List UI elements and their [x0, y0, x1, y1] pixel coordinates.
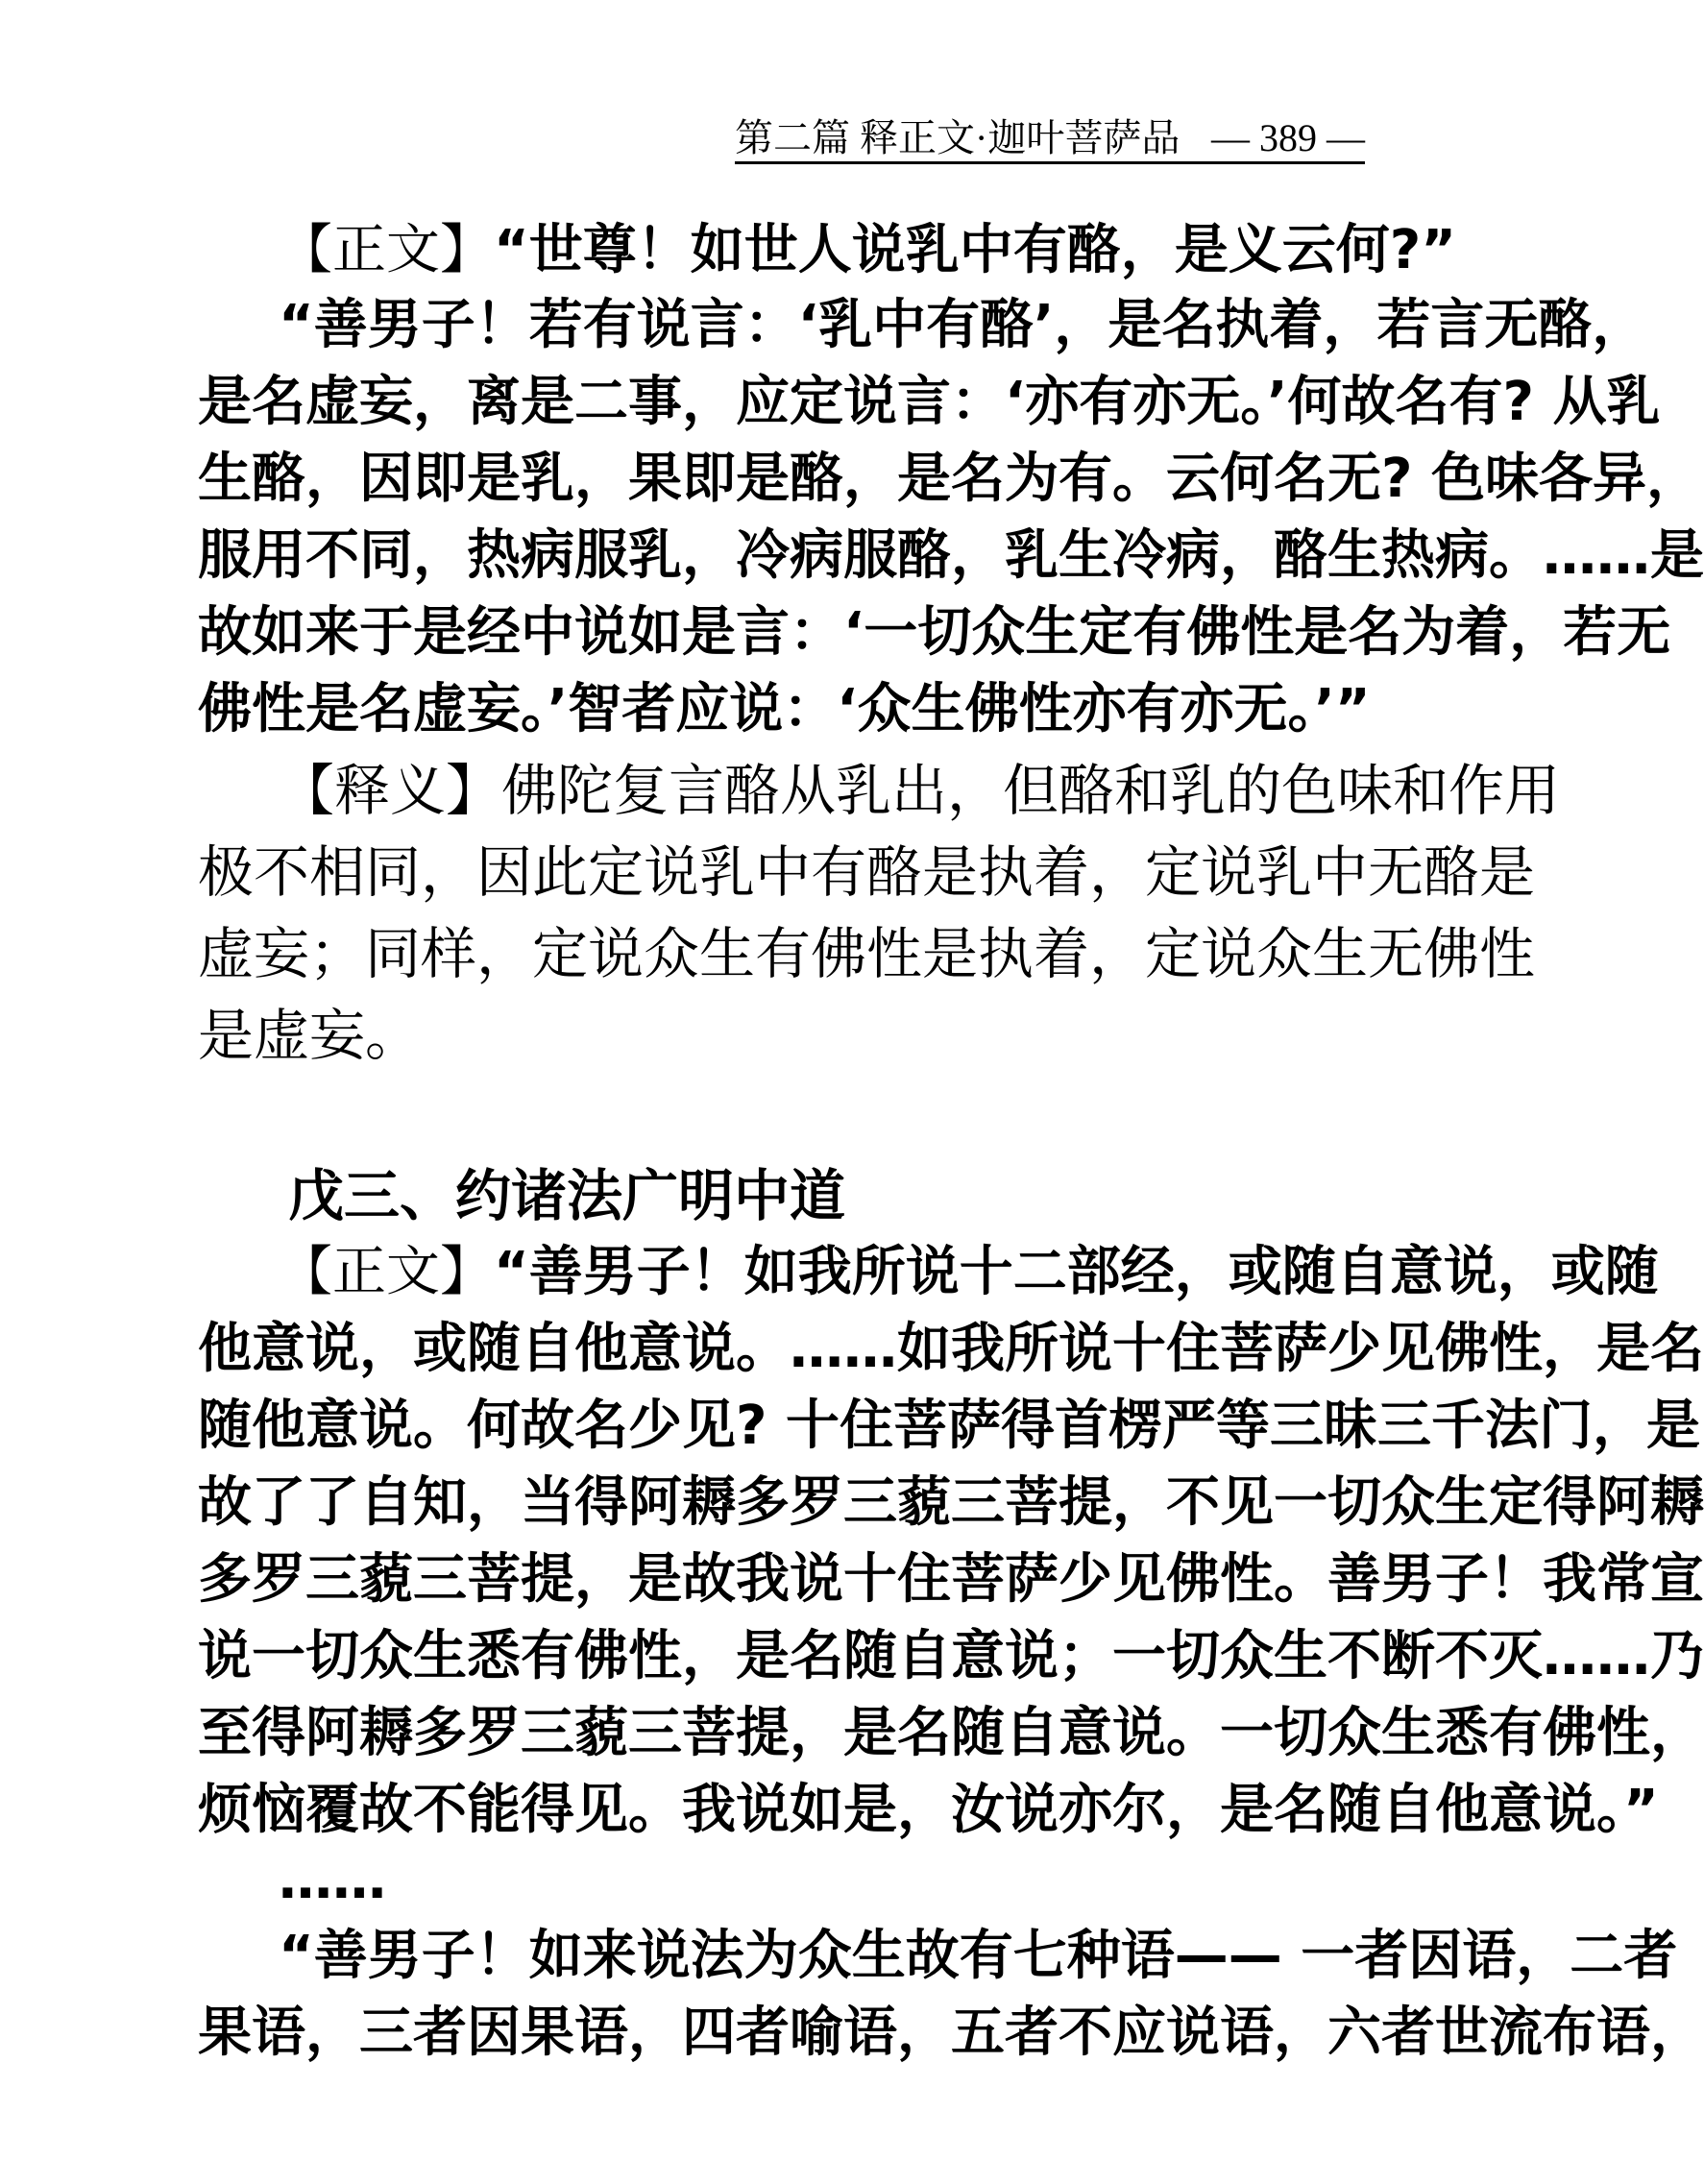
text-line: “善男子！若有说言：‘乳中有酪’，是名执着，若言无酪， — [279, 294, 1646, 356]
text-line: 果语，三者因果语，四者喻语，五者不应说语，六者世流布语， — [198, 2002, 1704, 2064]
text-line: 生酪，因即是乳，果即是酪，是名为有。云何名无? 色味各异， — [198, 448, 1700, 510]
paragraph-1 — [198, 212, 1457, 289]
text-line: 多罗三藐三菩提，是故我说十住菩萨少见佛性。善男子！我常宣 — [198, 1548, 1704, 1611]
text-line: 虚妄；同样，定说众生有佛性是执着，定说众生无佛性 — [198, 921, 1536, 986]
text-line: 故了了自知，当得阿耨多罗三藐三菩提，不见一切众生定得阿耨 — [198, 1471, 1704, 1534]
text-line: 是虚妄。 — [198, 1003, 422, 1068]
paragraph-3 — [198, 750, 1561, 1077]
paragraph-4 — [198, 1234, 1704, 1849]
text-line: “善男子！如来说法为众生故有七种语—— 一者因语，二者 — [279, 1925, 1678, 1987]
section-tag: 【正文】 — [279, 219, 494, 281]
text-line: 【释义】佛陀复言酪从乳出，但酪和乳的色味和作用 — [279, 758, 1561, 823]
section-tag: 【释义】 — [279, 758, 502, 823]
text-line: 随他意说。何故名少见? 十住菩萨得首楞严等三昧三千法门，是 — [198, 1395, 1700, 1457]
section-tag: 【正文】 — [279, 1241, 494, 1303]
text-line: 他意说，或随自他意说。……如我所说十住菩萨少见佛性，是名 — [198, 1318, 1704, 1380]
paragraph-5 — [198, 1918, 1704, 2072]
text-line: 是名虚妄，离是二事，应定说言：‘亦有亦无。’何故名有? 从乳 — [198, 371, 1661, 433]
paragraph-2 — [198, 287, 1704, 748]
text-line: 【正文】“善男子！如我所说十二部经，或随自意说，或随 — [279, 1241, 1659, 1303]
text-line: 【正文】“世尊！如世人说乳中有酪，是义云何?” — [279, 219, 1457, 281]
header-rule — [735, 161, 1365, 164]
text-line: 佛性是名虚妄。’智者应说：‘众生佛性亦有亦无。’” — [198, 678, 1371, 740]
running-header — [735, 113, 1365, 163]
text-line: 极不相同，因此定说乳中有酪是执着，定说乳中无酪是 — [198, 839, 1536, 905]
text-line: 故如来于是经中说如是言：‘一切众生定有佛性是名为着，若无 — [198, 601, 1671, 664]
text-line: 至得阿耨多罗三藐三菩提，是名随自意说。一切众生悉有佛性， — [198, 1702, 1704, 1764]
text-line: 说一切众生悉有佛性，是名随自意说；一切众生不断不灭……乃 — [198, 1625, 1704, 1687]
header-title: 第二篇 释正文·迦叶菩萨品 — [735, 116, 1181, 159]
page-number: — 389 — — [1211, 116, 1365, 159]
text-line: 服用不同，热病服乳，冷病服酪，乳生冷病，酪生热病。……是 — [198, 524, 1704, 587]
text-line: 烦恼覆故不能得见。我说如是，汝说亦尔，是名随自他意说。” — [198, 1779, 1659, 1841]
ellipsis: …… — [279, 1849, 386, 1911]
section-heading: 戊三、约诸法广明中道 — [288, 1163, 846, 1228]
ellipsis-line — [198, 1842, 1365, 1919]
